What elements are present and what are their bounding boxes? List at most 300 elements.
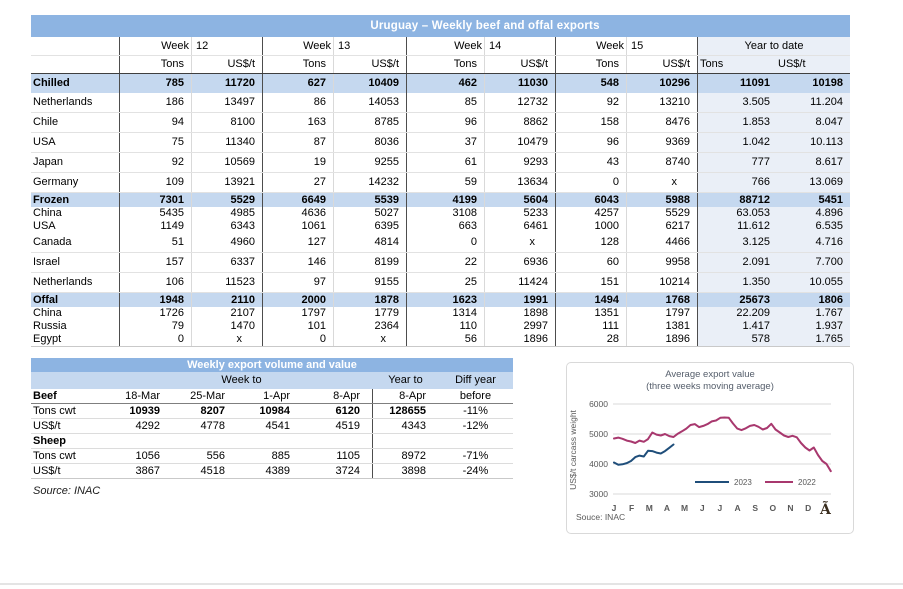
table-cell: 4.896 — [777, 207, 850, 220]
table-cell: 578 — [698, 333, 777, 346]
row-label: China — [31, 207, 120, 220]
table-cell: 1.350 — [698, 273, 777, 292]
table-cell: 4541 — [265, 420, 290, 432]
week-header-label: Week — [120, 37, 192, 55]
table-cell: 1797 — [263, 307, 334, 320]
week-header-label: Week — [556, 37, 627, 55]
table-row — [31, 74, 850, 93]
table-cell: 85 — [407, 93, 485, 112]
table-cell — [172, 434, 237, 448]
table-cell: 92 — [556, 93, 627, 112]
row-label: Netherlands — [31, 93, 120, 112]
x-tick-label: M — [645, 503, 653, 513]
page-bottom-divider — [0, 583, 903, 585]
x-tick-label: O — [769, 503, 777, 513]
table-cell: 128655 — [389, 405, 426, 417]
date-col-header: 25-Mar — [190, 390, 225, 402]
table-cell: 1105 — [302, 449, 373, 463]
table-row — [31, 133, 850, 153]
table-row — [31, 153, 850, 173]
series-line-2022 — [614, 418, 831, 472]
week-header-number: 15 — [627, 37, 698, 55]
table-cell: 8036 — [334, 133, 407, 152]
row-label: Japan — [31, 153, 120, 172]
table-cell: 13634 — [485, 173, 556, 192]
table-cell: 10214 — [627, 273, 698, 292]
table-cell: 6337 — [192, 253, 263, 272]
usd-col-header: US$/t — [627, 56, 698, 73]
row-label: Frozen — [31, 193, 120, 207]
row-label: Sheep — [33, 435, 67, 447]
table-cell: 4985 — [192, 207, 263, 220]
table-cell: 6217 — [627, 220, 698, 233]
table-cell: 5529 — [192, 193, 263, 207]
x-tick-label: J — [611, 503, 617, 513]
table-cell: 5529 — [627, 207, 698, 220]
weekly-table-body — [31, 372, 513, 479]
table-cell: -71% — [462, 450, 489, 462]
table-cell: 25673 — [739, 294, 770, 306]
table-cell — [237, 434, 302, 448]
tons-col-header: Tons — [556, 56, 627, 73]
chart-panel — [566, 362, 854, 534]
table-cell: 1768 — [627, 293, 698, 307]
table-cell: 5435 — [120, 207, 192, 220]
table-cell: 96 — [556, 133, 627, 152]
table-cell: 9958 — [627, 253, 698, 272]
row-label: US$/t — [33, 465, 61, 477]
table-cell: 11424 — [485, 273, 556, 292]
table-row — [31, 233, 850, 253]
row-label: US$/t — [33, 420, 61, 432]
table-row — [31, 93, 850, 113]
table-cell: x — [485, 233, 556, 252]
table-cell: 110 — [407, 320, 485, 333]
table-cell: 79 — [120, 320, 192, 333]
table-cell: 4257 — [556, 207, 627, 220]
tons-col-header: Tons — [407, 56, 485, 73]
table-cell: 4519 — [302, 419, 373, 433]
chart-source: Souce: INAC — [576, 512, 626, 522]
table-cell — [373, 434, 438, 448]
x-tick-label: M — [681, 503, 689, 513]
tons-col-header: Tons — [120, 56, 192, 73]
table-cell: 1896 — [627, 333, 698, 346]
table-cell: 11523 — [192, 273, 263, 292]
table-cell: 4199 — [407, 193, 485, 207]
table-cell: 11030 — [485, 74, 556, 93]
ytd-header: Year to date — [698, 37, 850, 55]
table-cell: 51 — [120, 233, 192, 252]
table-row — [31, 207, 850, 220]
table-row — [31, 293, 850, 307]
corner-cell — [31, 56, 120, 73]
table-row — [31, 333, 850, 347]
row-label: Israel — [31, 253, 120, 272]
row-label: USA — [31, 133, 120, 152]
table-cell: 3108 — [407, 207, 485, 220]
table-cell: 6395 — [334, 220, 407, 233]
table-cell: 1.765 — [777, 333, 850, 346]
chart-title: Average export value — [665, 369, 755, 380]
table-cell: 10.113 — [777, 133, 850, 152]
table-cell: 885 — [271, 450, 290, 462]
table-cell: 0 — [556, 173, 627, 192]
table-cell: 9293 — [485, 153, 556, 172]
table-cell: 5027 — [334, 207, 407, 220]
row-label: Offal — [31, 293, 120, 307]
table-cell: 0 — [263, 333, 334, 346]
table-cell: 3867 — [135, 465, 160, 477]
weekly-table-title: Weekly export volume and value — [31, 358, 513, 372]
table-cell: 11.204 — [777, 93, 850, 112]
table-cell: 1.042 — [698, 133, 777, 152]
weekly-export-table — [31, 358, 513, 497]
table-cell: 14232 — [334, 173, 407, 192]
table-cell: 1381 — [627, 320, 698, 333]
table-cell: 4636 — [263, 207, 334, 220]
table-cell: 163 — [263, 113, 334, 132]
stray-char: Ã — [820, 502, 831, 518]
weekly-table-header-row — [31, 372, 513, 389]
y-axis-title: US$/t carcass weight — [568, 410, 578, 490]
species-label: Beef — [33, 390, 57, 402]
table-cell: 27 — [263, 173, 334, 192]
table-cell: 1149 — [120, 220, 192, 233]
table-cell: 4466 — [627, 233, 698, 252]
table-cell: 63.053 — [698, 207, 777, 220]
week-header-label: Week — [407, 37, 485, 55]
table-cell: 6649 — [263, 193, 334, 207]
ytd-tons-header: Tons — [698, 56, 777, 73]
year-to-date-header: 8-Apr — [399, 390, 426, 402]
table-row — [31, 320, 850, 333]
table-cell: 0 — [407, 233, 485, 252]
table-cell: 75 — [120, 133, 192, 152]
table-cell: x — [334, 333, 407, 346]
table-cell: 1991 — [485, 293, 556, 307]
table-cell: 13.069 — [777, 173, 850, 192]
y-tick-label: 4000 — [589, 459, 608, 469]
table-cell: 186 — [120, 93, 192, 112]
table-cell: 97 — [263, 273, 334, 292]
y-tick-label: 5000 — [589, 429, 608, 439]
table-cell: 4292 — [135, 420, 160, 432]
table-cell: 1797 — [627, 307, 698, 320]
series-line-2023 — [614, 445, 674, 465]
corner-cell — [31, 372, 110, 389]
table-cell: -11% — [463, 405, 488, 417]
x-tick-label: F — [629, 503, 635, 513]
chart-subtitle: (three weeks moving average) — [646, 381, 774, 392]
table-cell: 6.535 — [777, 220, 850, 233]
table-cell: 1726 — [120, 307, 192, 320]
table-cell: 4389 — [265, 465, 290, 477]
table-cell: 1779 — [334, 307, 407, 320]
table-cell: 6343 — [192, 220, 263, 233]
table-cell: 3.125 — [698, 233, 777, 252]
source-note: Source: INAC — [33, 485, 101, 497]
corner-cell — [31, 37, 120, 55]
row-label: Russia — [31, 320, 120, 333]
table-row — [31, 434, 513, 449]
date-col-header: 8-Apr — [302, 389, 373, 403]
table-cell: 25 — [407, 273, 485, 292]
table-cell: 548 — [556, 74, 627, 93]
y-tick-label: 3000 — [589, 489, 608, 499]
table-cell: 13210 — [627, 93, 698, 112]
table-cell: 10409 — [334, 74, 407, 93]
table-cell: 8972 — [401, 450, 426, 462]
table-cell: 3.505 — [698, 93, 777, 112]
table-cell: 151 — [556, 273, 627, 292]
table-cell: 766 — [698, 173, 777, 192]
table-cell: 92 — [120, 153, 192, 172]
table-cell: 11091 — [740, 77, 770, 89]
week-header-label: Week — [263, 37, 334, 55]
row-label: Tons cwt — [33, 450, 76, 462]
table-row — [31, 113, 850, 133]
table-cell: 9155 — [334, 273, 407, 292]
table-cell: 8207 — [200, 405, 225, 417]
table-cell: x — [627, 173, 698, 192]
table-cell: 28 — [556, 333, 627, 346]
table-cell: 10569 — [192, 153, 263, 172]
table-cell: 8740 — [627, 153, 698, 172]
table-cell: 8785 — [334, 113, 407, 132]
table-cell: 1.417 — [698, 320, 777, 333]
table-cell: 12732 — [485, 93, 556, 112]
table-cell: 2107 — [192, 307, 263, 320]
table-cell: 777 — [698, 153, 777, 172]
table-cell: 11.612 — [698, 220, 777, 233]
date-col-header: 18-Mar — [125, 390, 160, 402]
table-row — [31, 419, 513, 434]
table-cell: 19 — [263, 153, 334, 172]
table-cell: 5233 — [485, 207, 556, 220]
table-cell: 3898 — [401, 465, 426, 477]
week-to-header: Week to — [221, 374, 262, 386]
table-cell: 2.091 — [698, 253, 777, 272]
table-cell: 10198 — [812, 77, 843, 89]
row-label: Netherlands — [31, 273, 120, 292]
legend-label: 2022 — [798, 478, 816, 487]
legend-label: 2023 — [734, 478, 752, 487]
ytd-usd-header: US$/t — [777, 56, 850, 73]
table-cell: 627 — [263, 74, 334, 93]
usd-col-header: US$/t — [192, 56, 263, 73]
x-tick-label: D — [805, 503, 812, 513]
row-label: Egypt — [31, 333, 120, 346]
main-table-header — [31, 37, 850, 74]
before-header: before — [459, 390, 492, 402]
table-cell: 4343 — [401, 420, 426, 432]
table-cell: 2000 — [263, 293, 334, 307]
table-cell: 6120 — [302, 404, 373, 418]
table-cell: 10939 — [129, 405, 160, 417]
beef-offal-exports-table — [31, 15, 850, 347]
table-cell: 1806 — [818, 294, 843, 306]
table-cell: 10984 — [259, 405, 290, 417]
table-cell: 7.700 — [777, 253, 850, 272]
table-cell: 10296 — [627, 74, 698, 93]
table-cell — [110, 434, 172, 448]
table-cell: 37 — [407, 133, 485, 152]
table-cell: 556 — [206, 450, 225, 462]
table-cell: 60 — [556, 253, 627, 272]
table-cell: 10479 — [485, 133, 556, 152]
table-cell: 1314 — [407, 307, 485, 320]
main-table-body — [31, 74, 850, 347]
x-tick-label: J — [717, 503, 723, 513]
table-row — [31, 253, 850, 273]
table-cell: x — [192, 333, 263, 346]
table-cell: 61 — [407, 153, 485, 172]
table-cell: 1.767 — [777, 307, 850, 320]
table-row — [31, 449, 513, 464]
date-col-header: 1-Apr — [263, 390, 290, 402]
main-table-cols-row — [31, 56, 850, 74]
table-cell: 5451 — [818, 194, 843, 206]
x-tick-label: A — [663, 503, 671, 513]
table-cell: 1056 — [135, 450, 160, 462]
row-label: Tons cwt — [33, 405, 76, 417]
row-label: China — [31, 307, 120, 320]
table-cell: 22 — [407, 253, 485, 272]
table-cell: 1000 — [556, 220, 627, 233]
table-row — [31, 193, 850, 207]
tons-col-header: Tons — [263, 56, 334, 73]
table-cell: 8.047 — [777, 113, 850, 132]
x-tick-label: S — [752, 503, 759, 513]
table-cell: 4814 — [334, 233, 407, 252]
week-header-number: 13 — [334, 37, 407, 55]
x-tick-label: J — [699, 503, 705, 513]
table-cell: 146 — [263, 253, 334, 272]
row-label: Canada — [31, 233, 120, 252]
table-cell: 5604 — [485, 193, 556, 207]
weekly-table-subheader-row — [31, 389, 513, 404]
table-cell: 128 — [556, 233, 627, 252]
table-cell: 5539 — [334, 193, 407, 207]
table-cell: 1470 — [192, 320, 263, 333]
table-cell: 4778 — [200, 420, 225, 432]
table-cell: 8100 — [192, 113, 263, 132]
table-cell: 2364 — [334, 320, 407, 333]
row-label: Chilled — [31, 74, 120, 93]
table-cell: 94 — [120, 113, 192, 132]
table-cell: 4.716 — [777, 233, 850, 252]
row-label: USA — [31, 220, 120, 233]
week-header-number: 14 — [485, 37, 556, 55]
table-cell: 127 — [263, 233, 334, 252]
diff-year-header: Diff year — [455, 374, 496, 386]
usd-col-header: US$/t — [334, 56, 407, 73]
table-cell: 9369 — [627, 133, 698, 152]
table-row — [31, 404, 513, 419]
table-cell: -12% — [462, 420, 489, 432]
x-tick-label: N — [787, 503, 794, 513]
table-cell: 86 — [263, 93, 334, 112]
table-cell: 13921 — [192, 173, 263, 192]
table-cell: 2110 — [192, 293, 263, 307]
table-cell: 1494 — [556, 293, 627, 307]
table-cell: 13497 — [192, 93, 263, 112]
table-cell: 3724 — [302, 464, 373, 478]
table-row — [31, 273, 850, 293]
table-cell: 59 — [407, 173, 485, 192]
table-cell: 1898 — [485, 307, 556, 320]
table-cell: 6043 — [556, 193, 627, 207]
table-cell: 0 — [120, 333, 192, 346]
table-cell: 1061 — [263, 220, 334, 233]
week-header-number: 12 — [192, 37, 263, 55]
table-cell: 8.617 — [777, 153, 850, 172]
table-cell: 11720 — [192, 74, 263, 93]
table-cell: 785 — [120, 74, 192, 93]
table-cell: 14053 — [334, 93, 407, 112]
table-cell: 87 — [263, 133, 334, 152]
main-table-week-row — [31, 37, 850, 56]
x-tick-label: A — [734, 503, 741, 513]
table-row — [31, 464, 513, 479]
year-to-header: Year to — [388, 374, 423, 386]
table-cell: 462 — [407, 74, 485, 93]
main-table-title: Uruguay – Weekly beef and offal exports — [31, 15, 850, 37]
table-cell: 1948 — [120, 293, 192, 307]
table-cell: 43 — [556, 153, 627, 172]
table-cell: 2997 — [485, 320, 556, 333]
table-cell — [438, 434, 513, 448]
table-cell: 158 — [556, 113, 627, 132]
table-cell: 111 — [556, 320, 627, 333]
table-cell: 6461 — [485, 220, 556, 233]
usd-col-header: US$/t — [485, 56, 556, 73]
table-cell: 1623 — [407, 293, 485, 307]
table-cell: 101 — [263, 320, 334, 333]
table-cell: 1351 — [556, 307, 627, 320]
table-cell: 4518 — [200, 465, 225, 477]
table-cell: 157 — [120, 253, 192, 272]
table-cell: 8199 — [334, 253, 407, 272]
row-label: Chile — [31, 113, 120, 132]
table-cell: 1878 — [334, 293, 407, 307]
table-cell: 8476 — [627, 113, 698, 132]
table-cell: 663 — [407, 220, 485, 233]
table-cell: 7301 — [120, 193, 192, 207]
table-cell: -24% — [462, 465, 489, 477]
table-cell: 109 — [120, 173, 192, 192]
table-cell: 56 — [407, 333, 485, 346]
table-row — [31, 220, 850, 233]
table-cell: 1.853 — [698, 113, 777, 132]
table-cell: 4960 — [192, 233, 263, 252]
table-cell: 6936 — [485, 253, 556, 272]
table-cell — [302, 434, 373, 448]
table-cell: 10.055 — [777, 273, 850, 292]
y-tick-label: 6000 — [589, 399, 608, 409]
row-label: Germany — [31, 173, 120, 192]
table-cell: 1.937 — [777, 320, 850, 333]
table-cell: 1896 — [485, 333, 556, 346]
table-row — [31, 173, 850, 193]
table-cell: 9255 — [334, 153, 407, 172]
table-cell: 5988 — [627, 193, 698, 207]
table-cell: 106 — [120, 273, 192, 292]
table-cell: 96 — [407, 113, 485, 132]
table-row — [31, 307, 850, 320]
table-cell: 8862 — [485, 113, 556, 132]
